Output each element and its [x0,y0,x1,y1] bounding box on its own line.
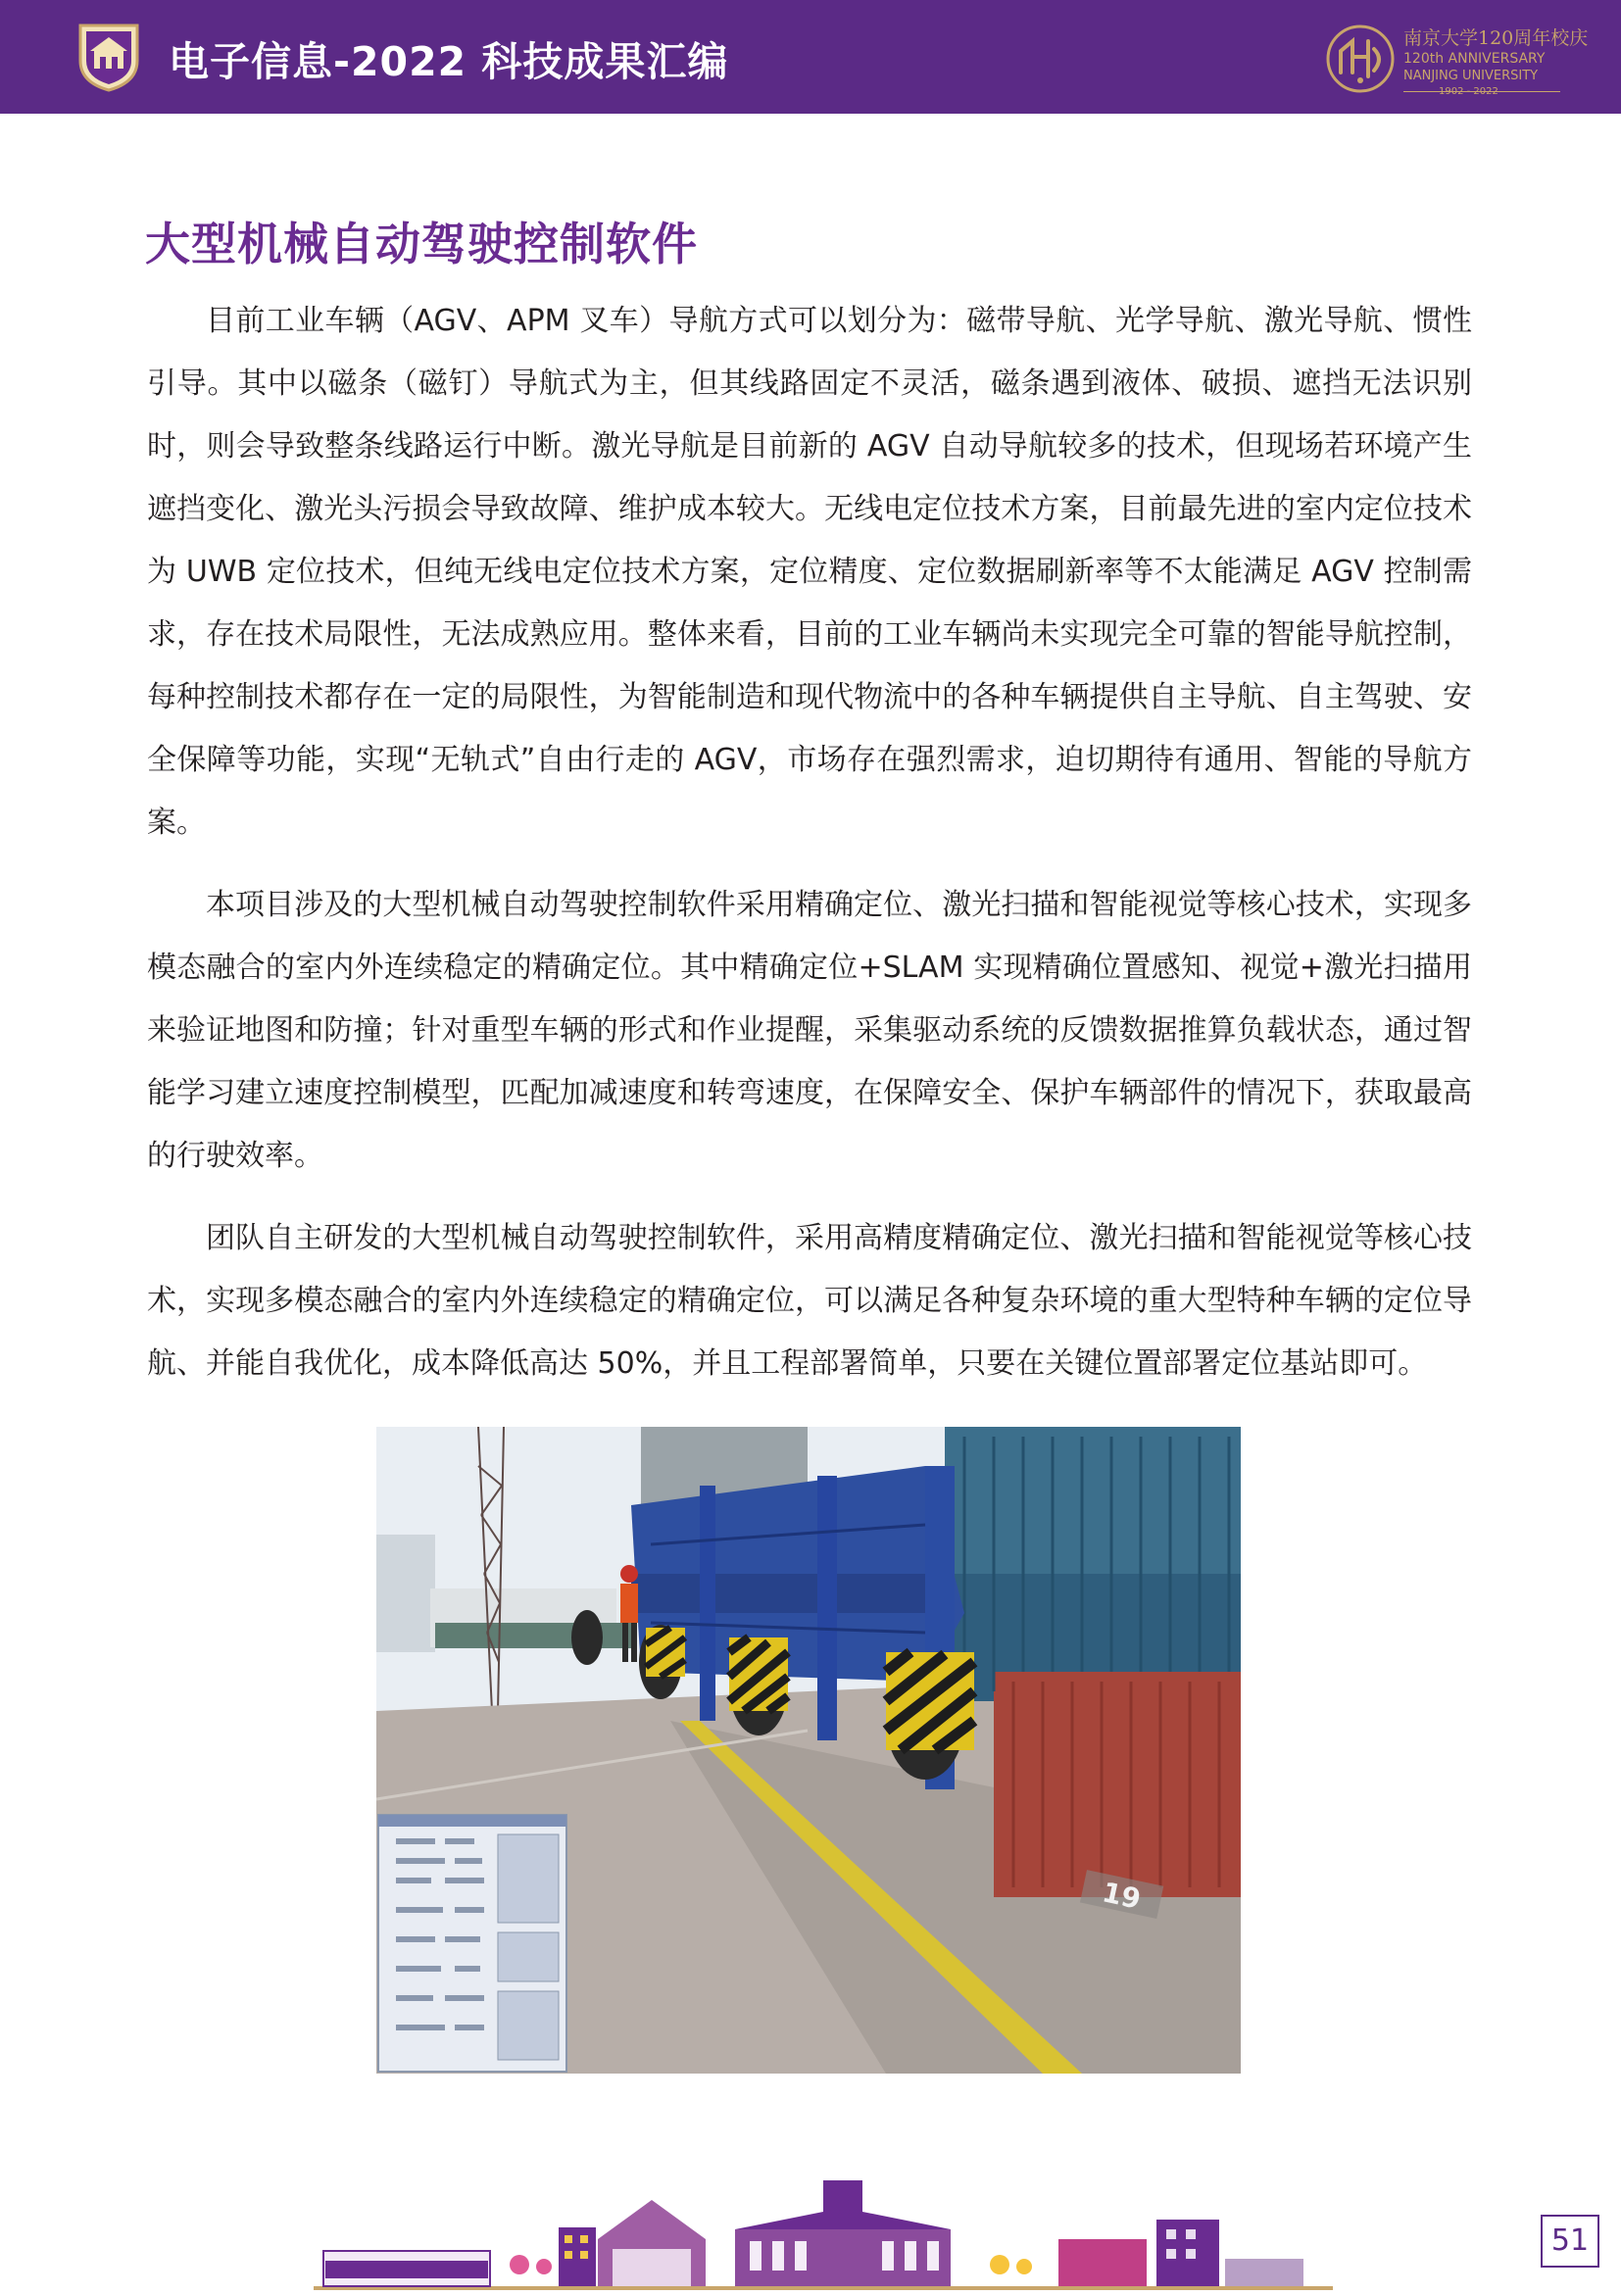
university-crest-icon [76,22,141,92]
article-photo [376,1427,1241,2074]
anniversary-english-line2: NANJING UNIVERSITY [1403,69,1539,83]
page-number: 51 [1541,2215,1599,2268]
inset-software-screenshot [378,1815,566,2072]
article-paragraph-1: 目前工业车辆（AGV、APM 叉车）导航方式可以划分为：磁带导航、光学导航、激光导航、惯性引导。其中以磁条（磁钉）导航式为主，但其线路固定不灵活，磁条遇到液体、破损、遮挡无法识别时，则会导致整条线路运行中断。激光导航是目前新的 AGV 自动导航较多的技术，但现场若环境产生遮挡变化、激光头污损会导致故障、维护成本较大。无线电定位技术方案，目前最先进的室内定位技术为 UWB 定位技术，但纯无线电定位技术方案，定位精度、定位数据刷新率等不太能满足 AGV 控制需求，存在技术局限性，无法成熟应用。整体来看，目前的工业车辆尚未实现完全可靠的智能导航控制，每种控制技术都存在一定的局限性，为智能制造和现代物流中的各种车辆提供自主导航、自主驾驶、安全保障等功能，实现“无轨式”自由行走的 AGV，市场存在强烈需求，迫切期待有通用、智能的导航方案。 [147,304,1472,840]
anniversary-chinese-text: 南京大学120周年校庆 [1403,27,1589,49]
lane-number: 19 [1099,1876,1144,1916]
anniversary-logo [1323,18,1589,98]
article-paragraph-3: 团队自主研发的大型机械自动驾驶控制软件，采用高精度精确定位、激光扫描和智能视觉等核心技术，实现多模态融合的室内外连续稳定的精确定位，可以满足各种复杂环境的重大型特种车辆的定位导航、并能自我优化，成本降低高达 50%，并且工程部署简单，只要在关键位置部署定位基站即可。 [147,1221,1472,1381]
anniversary-english-line1: 120th ANNIVERSARY [1403,51,1546,67]
article-paragraph-2: 本项目涉及的大型机械自动驾驶控制软件采用精确定位、激光扫描和智能视觉等核心技术，实现多模态融合的室内外连续稳定的精确定位。其中精确定位+SLAM 实现精确位置感知、视觉+激光扫描用来验证地图和防撞；针对重型车辆的形式和作业提醒，采集驱动系统的反馈数据推算负载状态，通过智能学习建立速度控制模型，匹配加减速度和转弯速度，在保障安全、保护车辆部件的情况下，获取最高的行驶效率。 [147,888,1472,1173]
article-title: 大型机械自动驾驶控制软件 [145,218,698,270]
publication-title: 电子信息-2022 科技成果汇编 [169,38,729,85]
anniversary-emblem-icon [1323,22,1398,96]
page-header [0,0,1621,114]
anniversary-years: 1902 - 2022 [1439,86,1498,97]
footer-skyline-illustration [314,2180,1333,2292]
